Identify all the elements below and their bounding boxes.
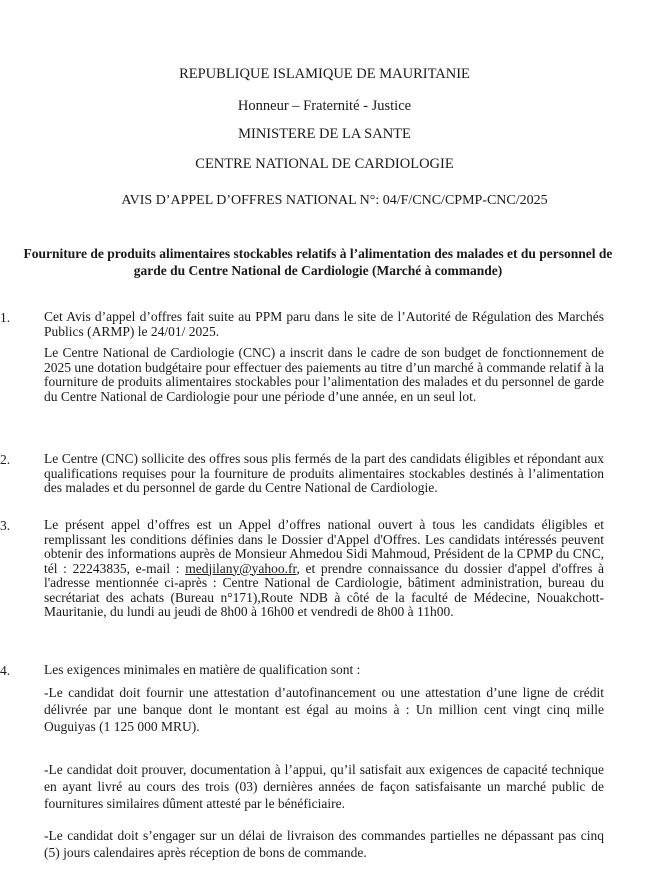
section-3-text-after-email: , et prendre connaissance du dossier d'appel d'offres à l'adresse mentionnée ci-après : Centre National de Cardiologie, bâtiment administration, bureau du secrétariat des achats (Bureau n°171),Route NDB à côté de la faculté de Médecine, Nouakchott-Mauritanie, du lundi au jeudi de 8h00 à 16h00 et vendredi de 8h00 à 11h00. xyxy=(44,560,604,619)
section-number-2: 2. xyxy=(0,452,11,467)
notice-title: AVIS D’APPEL D’OFFRES NATIONAL N°: 04/F/CNC/CPMP-CNC/2025 xyxy=(121,193,548,208)
contact-email-link[interactable]: medjilany@yahoo.fr xyxy=(185,560,297,576)
section-3-paragraph xyxy=(44,518,604,620)
tender-subject: Fourniture de produits alimentaires stockables relatifs à l’alimentation des malades et du personnel de garde du Centre National de Cardiologie (Marché à commande) xyxy=(23,246,613,278)
section-2-paragraph: Le Centre (CNC) sollicite des offres sous plis fermés de la part des candidats éligibles et répondant aux qualifications requises pour la fourniture de produits alimentaires stockables destinés à l’alimentation des malades et du personnel de garde du Centre National de Cardiologie. xyxy=(44,451,604,495)
section-number-3: 3. xyxy=(0,518,11,533)
section-3-text-before-email: Le présent appel d’offres est un Appel d’offres national ouvert à tous les candidats éligibles et remplissant les conditions définies dans le Dossier d'Appel d'Offres. Les candidats intéressés peuvent obtenir des informations auprès de Monsieur Ahmedou Sidi Mahmoud, Président de la CPMP du CNC, tél : 22243835, e-mail : xyxy=(44,517,604,576)
requirement-financial: -Le candidat doit fournir une attestation d’autofinancement ou une attestation d’une ligne de crédit délivrée par une banque dont le montant est égal au moins à : Un million cent vingt cinq mille Ouguiyas (1 125 000 MRU). xyxy=(44,685,604,734)
national-motto: Honneur – Fraternité - Justice xyxy=(237,98,412,114)
section-number-1: 1. xyxy=(0,310,11,325)
country-heading: REPUBLIQUE ISLAMIQUE DE MAURITANIE xyxy=(179,66,470,82)
ministry-heading: MINISTERE DE LA SANTE xyxy=(238,126,411,142)
requirement-technical: -Le candidat doit prouver, documentation à l’appui, qu’il satisfait aux exigences de capacité technique en ayant livré au cours des trois (03) dernières années de façon satisfaisante un marché public de fournitures similaires dûment attesté par le bénéficiaire. xyxy=(44,762,604,811)
section-number-4: 4. xyxy=(0,663,11,678)
section-1-paragraph-2: Le Centre National de Cardiologie (CNC) a inscrit dans le cadre de son budget de fonctionnement de 2025 une dotation budgétaire pour effectuer des paiements au titre d’un marché à commande relatif à la fourniture de produits alimentaires stockables pour l’alimentation des malades et du personnel de garde du Centre National de Cardiologie pour une période d’une année, en un seul lot. xyxy=(44,345,604,404)
center-heading: CENTRE NATIONAL DE CARDIOLOGIE xyxy=(195,156,454,172)
section-4-intro: Les exigences minimales en matière de qualification sont : xyxy=(44,662,361,677)
requirement-delivery: -Le candidat doit s’engager sur un délai de livraison des commandes partielles ne dépassant pas cinq (5) jours calendaires après réception de bons de commande. xyxy=(44,828,604,860)
section-1-paragraph-1: Cet Avis d’appel d’offres fait suite au PPM paru dans le site de l’Autorité de Régulation des Marchés Publics (ARMP) le 24/01/ 2025. xyxy=(44,309,604,339)
